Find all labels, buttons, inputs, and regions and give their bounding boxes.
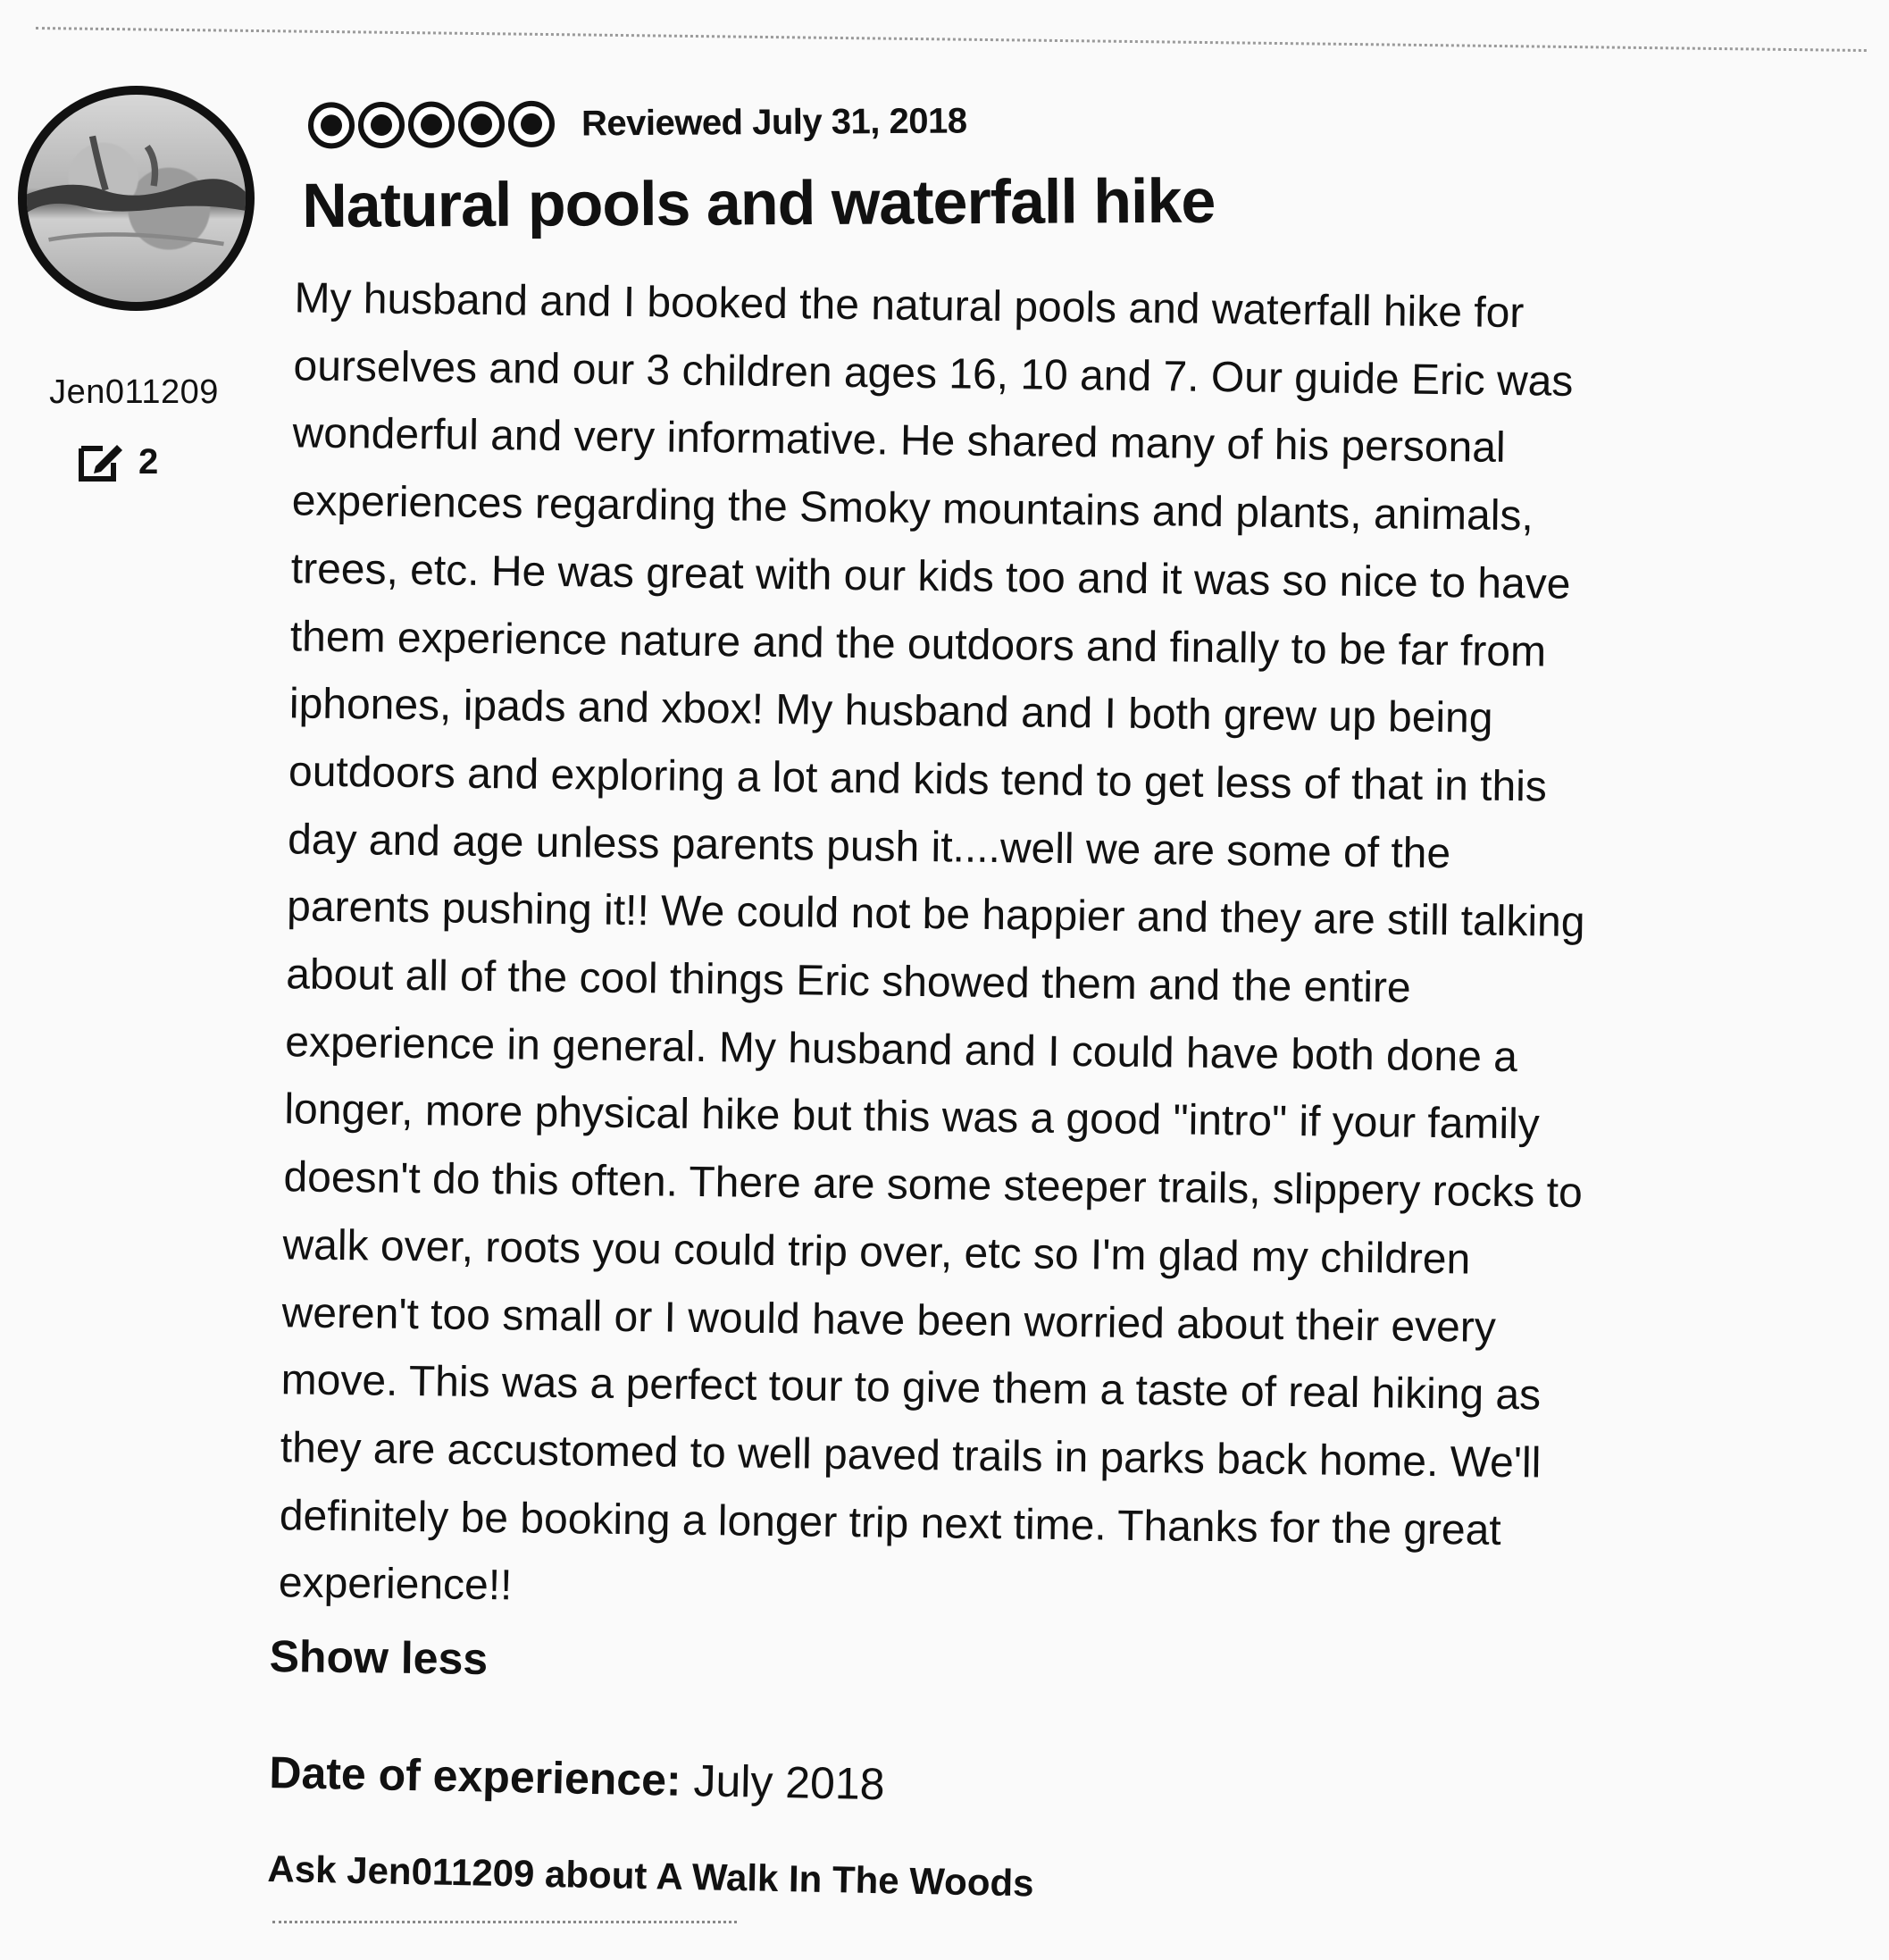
rating-bubble-icon xyxy=(308,102,355,148)
review-text-line: definitely be booking a longer trip next time. Thanks for the great xyxy=(279,1491,1502,1554)
rating-bubble-icon xyxy=(458,101,505,147)
review-text-line: them experience nature and the outdoors and finally to be far from xyxy=(289,612,1547,676)
review-text-line: experience!! xyxy=(278,1559,513,1610)
avatar-image xyxy=(27,95,246,302)
review-text-line: they are accustomed to well paved trails in parks back home. We'll xyxy=(280,1424,1542,1487)
top-divider xyxy=(36,27,1867,52)
review-text-line: parents pushing it!! We could not be happier and they are still talking xyxy=(286,883,1585,947)
rating-bubbles xyxy=(308,101,555,149)
review-text-line: weren't too small or I would have been worried about their every xyxy=(281,1288,1497,1352)
contributions-number: 2 xyxy=(138,441,159,482)
review-body xyxy=(252,264,1804,1636)
review-text-line: outdoors and exploring a lot and kids tend to get less of that in this xyxy=(288,748,1548,811)
show-less-link[interactable]: Show less xyxy=(269,1630,489,1684)
review-text-line: wonderful and very informative. He shared many of his personal xyxy=(292,409,1506,473)
review-text-line: trees, etc. He was great with our kids too and it was so nice to have xyxy=(290,545,1571,608)
review-text-line: about all of the cool things Eric showed them and the entire xyxy=(285,951,1411,1012)
contributions-count xyxy=(76,440,158,484)
review-text-line: iphones, ipads and xbox! My husband and I both grew up being xyxy=(288,680,1493,743)
review-text-line: doesn't do this often. There are some steeper trails, slippery rocks to xyxy=(283,1153,1584,1218)
review-text-line: experiences regarding the Smoky mountains and plants, animals, xyxy=(291,477,1534,540)
rating-bubble-icon xyxy=(408,101,455,147)
edit-review-icon xyxy=(76,440,126,484)
reviewed-date: Reviewed July 31, 2018 xyxy=(581,100,967,143)
review-text-line: longer, more physical hike but this was a good "intro" if your family xyxy=(284,1085,1541,1149)
ask-reviewer-link[interactable]: Ask Jen011209 about A Walk In The Woods xyxy=(267,1847,1034,1905)
review-text-line: move. This was a perfect tour to give them a taste of real hiking as xyxy=(280,1356,1542,1420)
rating-bubble-icon xyxy=(358,102,405,148)
rating-bubble-icon xyxy=(508,101,555,147)
rating-row xyxy=(308,97,967,148)
review-text-line: experience in general. My husband and I could have both done a xyxy=(285,1018,1518,1081)
avatar[interactable] xyxy=(18,86,255,311)
date-of-experience-value: July 2018 xyxy=(693,1755,886,1810)
review-text-line: ourselves and our 3 children ages 16, 10 and 7. Our guide Eric was xyxy=(293,342,1574,406)
review-title[interactable]: Natural pools and waterfall hike xyxy=(302,165,1216,240)
review-text-line: My husband and I booked the natural pools and waterfall hike for xyxy=(294,274,1525,338)
review-text-line: walk over, roots you could trip over, etc so I'm glad my children xyxy=(282,1221,1471,1284)
bottom-divider xyxy=(272,1921,737,1923)
date-of-experience-label: Date of experience: xyxy=(268,1746,682,1805)
reviewer-username[interactable]: Jen011209 xyxy=(49,373,219,411)
date-of-experience xyxy=(269,1746,885,1810)
review-text-line: day and age unless parents push it....well we are some of the xyxy=(287,815,1451,877)
